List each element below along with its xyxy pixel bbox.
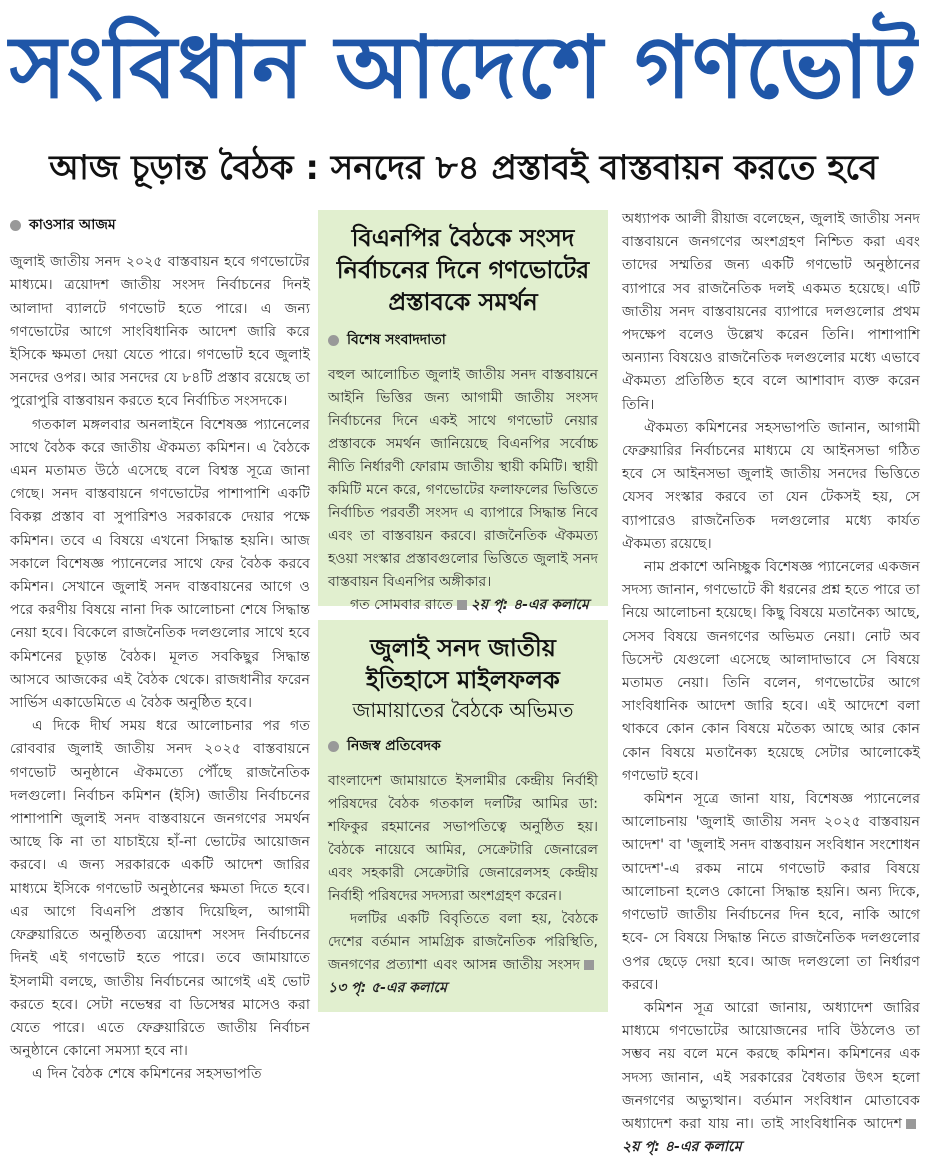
paragraph	[622, 997, 920, 1159]
paragraph	[328, 908, 598, 1000]
main-story-left-column	[10, 210, 310, 1087]
square-icon	[584, 960, 594, 970]
paragraph-text: দলটির একটি বিবৃতিতে বলা হয়, বৈঠকে দেশের বর্তমান সামগ্রিক রাজনৈতিক পরিস্থিতি, জনগণের প্রত্যাশা এবং আসন্ন জাতীয় সংসদ	[328, 911, 598, 973]
paragraph: বহুল আলোচিত জুলাই জাতীয় সনদ বাস্তবায়নে আইনি ভিত্তির জন্য আগামী জাতীয় সংসদ নির্বাচনের দিনে একই সাথে গণভোট নেয়ার প্রস্তাবকে সমর্থন জানিয়েছে বিএনপির সর্বোচ্চ নীতি নির্ধারণী ফোরাম জাতীয় স্থায়ী কমিটি। স্থায়ী কমিটি মনে করে, গণভোটের ফলাফলের ভিত্তিতে নির্বাচিত পরবর্তী সংসদ এ ব্যাপারে সিদ্ধান্ত নিবে এবং তা বাস্তবায়ন করবে। রাজনৈতিক ঐকমত্য হওয়া সংস্কার প্রস্তাবগুলোর ভিত্তিতে জুলাই সনদ বাস্তবায়ন বিএনপির অঙ্গীকার।	[328, 367, 598, 590]
paragraph: অধ্যাপক আলী রীয়াজ বলেছেন, জুলাই জাতীয় সনদ বাস্তবায়নে জনগণের অংশগ্রহণ নিশ্চিত করা এবং তাদের সম্মতির জন্য একটি গণভোট অনুষ্ঠানের ব্যাপারে সব রাজনৈতিক দলই একমত হয়েছে। এটি জাতীয় সনদ বাস্তবায়নের ব্যাপারে দলগুলোর প্রথম পদক্ষেপ বলেও উল্লেখ করেন তিনি। পাশাপাশি অন্যান্য বিষয়েও রাজনৈতিক দলগুলোর মধ্যে এভাবে ঐকমত্য প্রতিষ্ঠিত হবে বলে আশাবাদ ব্যক্ত করেন তিনি।	[622, 211, 920, 413]
bullet-icon	[328, 335, 339, 346]
story-title: জুলাই সনদ জাতীয় ইতিহাসে মাইলফলক	[366, 634, 560, 694]
paragraph: এ দিকে দীর্ঘ সময় ধরে আলোচনার পর গত রোববার জুলাই জাতীয় সনদ ২০২৫ বাস্তবায়নে গণভোট অনুষ্ঠানে ঐকমত্যে পৌঁছে রাজনৈতিক দলগুলো। নির্বাচন কমিশন (ইসি) জাতীয় নির্বাচনের পাশাপাশি জুলাই সনদ বাস্তবায়নে জনগণের সমর্থন আছে কি না তা যাচাইয়ে হাঁ-না ভোটের আয়োজন করবে। এ জন্য সরকারকে একটি আদেশ জারির মাধ্যমে ইসিকে গণভোট অনুষ্ঠানের ক্ষমতা দিতে হবে। এর আগে বিএনপি প্রস্তাব দিয়েছিল, আগামী ফেব্রুয়ারিতে অনুষ্ঠিতব্য ত্রয়োদশ সংসদ নির্বাচনের দিনই এই গণভোট হতে পারে। তবে জামায়াতে ইসলামী বলছে, জাতীয় নির্বাচনের আগেই এই ভোট করতে হবে। সেটা নভেম্বর বা ডিসেম্বর মাসেও করা যেতে পারে। এতে ফেব্রুয়ারিতে জাতীয় নির্বাচন অনুষ্ঠানে কোনো সমস্যা হবে না।	[10, 718, 310, 1060]
continued-link[interactable]: ২য় পৃ: ৪-এর কলামে	[470, 597, 589, 613]
byline-text: বিশেষ সংবাদদাতা	[347, 332, 446, 348]
byline	[10, 214, 310, 237]
subheadline: আজ চূড়ান্ত বৈঠক : সনদের ৮৪ প্রস্তাবই বাস্তবায়ন করতে হবে	[49, 148, 878, 188]
square-icon	[906, 1119, 916, 1129]
paragraph: গতকাল মঙ্গলবার অনলাইনে বিশেষজ্ঞ প্যানেলের সাথে বৈঠক করে জাতীয় ঐকমত্য কমিশন। এ বৈঠকে এমন মতামত উঠে এসেছে বলে বিশ্বস্ত সূত্রে জানা গেছে। সনদ বাস্তবায়নে গণভোটের পাশাপাশি একটি বিকল্প প্রস্তাব বা সুপারিশও সরকারকে দেয়ার পক্ষে কমিশন। তবে এ বিষয়ে এখনো সিদ্ধান্ত হয়নি। আজ সকালে বিশেষজ্ঞ প্যানেলের সাথে ফের বৈঠক করবে কমিশন। সেখানে জুলাই সনদ বাস্তবায়নের আগে ও পরে করণীয় বিষয়ে নানা দিক আলোচনা শেষে সিদ্ধান্ত নেয়া হবে। বিকেলে রাজনৈতিক দলগুলোর সাথে হবে কমিশনের চূড়ান্ত বৈঠক। মূলত সবকিছুর সিদ্ধান্ত আসবে আজকের এই বৈঠক থেকে। রাজধানীর ফরেন সার্ভিস একাডেমিতে এ বৈঠক অনুষ্ঠিত হবে।	[10, 416, 310, 712]
paragraph-text: কমিশন সূত্র আরো জানায়, অধ্যাদেশ জারির মাধ্যমে গণভোটের আয়োজনের দাবি উঠলেও তা সম্ভব নয় বলে মনে করছে কমিশন। কমিশনের এক সদস্য জানান, এই সরকারের বৈধতার উৎস হলো জনগণের অভ্যুত্থান। বর্তমান সংবিধান মোতাবেক অধ্যাদেশ করা যায় না। তাই সাংবিধানিক আদেশ	[622, 999, 920, 1132]
byline-text: নিজস্ব প্রতিবেদক	[347, 738, 441, 754]
paragraph: এ দিন বৈঠক শেষে কমিশনের সহসভাপতি	[32, 1066, 262, 1083]
paragraph: ঐকমত্য কমিশনের সহসভাপতি জানান, আগামী ফেব্রুয়ারির নির্বাচনের মাধ্যমে যে আইনসভা গঠিত হবে সে আইনসভা জুলাই জাতীয় সনদের ভিত্তিতে যেসব সংস্কার করবে তা যেন টেকসই হয়, সে ব্যাপারেও রাজনৈতিক দলগুলোর মধ্যে কার্যত ঐকমত্য রয়েছে।	[622, 419, 920, 552]
headline: সংবিধান আদেশে গণভোট	[9, 18, 918, 118]
story-title: বিএনপির বৈঠকে সংসদ নির্বাচনের দিনে গণভোটের প্রস্তাবকে সমর্থন	[336, 224, 590, 316]
paragraph: কমিশন সূত্রে জানা যায়, বিশেষজ্ঞ প্যানেলের আলোচনায় 'জুলাই জাতীয় সনদ ২০২৫ বাস্তবায়ন আদেশ' বা 'জুলাই সনদ বাস্তবায়ন সংবিধান সংশোধন আদেশ'-এ রকম নামে গণভোট করার বিষয়ে আলোচনা হলেও কোনো সিদ্ধান্ত হয়নি। অন্য দিকে, গণভোট জাতীয় নির্বাচনের দিন হবে, নাকি আগে হবে- সে বিষয়ে সিদ্ধান্ত নিতে রাজনৈতিক দলগুলোর ওপর ছেড়ে দেয়া হবে। আজ দলগুলো তা নির্ধারণ করবে।	[622, 791, 920, 993]
byline-text: কাওসার আজম	[29, 217, 116, 233]
continued-link[interactable]: ১৩ পৃ: ৫-এর কলামে	[328, 980, 447, 996]
continued-link[interactable]: ২য় পৃ: ৪-এর কলামে	[622, 1139, 742, 1156]
story-subtitle: জামায়াতের বৈঠকে অভিমত	[352, 698, 574, 722]
bullet-icon	[328, 741, 339, 752]
sidebar-story-bnp	[318, 210, 608, 613]
main-story-right-column	[622, 208, 920, 1159]
square-icon	[457, 600, 467, 610]
paragraph-text: গত সোমবার রাতে	[350, 597, 453, 613]
sidebar-story-jamaat	[318, 620, 608, 1012]
paragraph: জুলাই জাতীয় সনদ ২০২৫ বাস্তবায়ন হবে গণভোটের মাধ্যমে। ত্রয়োদশ জাতীয় সংসদ নির্বাচনের দিনই আলাদা ব্যালটে গণভোট হতে পারে। এ জন্য গণভোটের আগে সাংবিধানিক আদেশ জারি করে ইসিকে ক্ষমতা দেয়া যেতে পারে। গণভোট হবে জুলাই সনদের ওপর। আর সনদের যে ৮৪টি প্রস্তাব রয়েছে তা পুরোপুরি বাস্তবায়ন করতে হবে নির্বাচিত সংসদকে।	[10, 254, 310, 410]
byline	[328, 734, 598, 758]
paragraph	[328, 594, 598, 617]
paragraph: নাম প্রকাশে অনিচ্ছুক বিশেষজ্ঞ প্যানেলের একজন সদস্য জানান, গণভোটে কী ধরনের প্রশ্ন হতে পারে তা নিয়ে আলোচনা হয়েছে। কিছু বিষয়ে মতানৈক্য আছে, সেসব বিষয়ে জনগণের অভিমত নেয়া। নোট অব ডিসেন্ট যেগুলো এসেছে আলাদাভাবে সে বিষয়ে মতামত নেয়া। তিনি বলেন, গণভোটের আগে সাংবিধানিক আদেশ জারি হবে। এই আদেশে বলা থাকবে কোন কোন বিষয়ে মতৈক্য আছে আর কোন কোন বিষয়ে মতানৈক্য হয়েছে সেটার আলোকেই গণভোট হবে।	[622, 559, 920, 784]
paragraph: বাংলাদেশ জামায়াতে ইসলামীর কেন্দ্রীয় নির্বাহী পরিষদের বৈঠক গতকাল দলটির আমির ডা: শফিকুর রহমানের সভাপতিত্বে অনুষ্ঠিত হয়। বৈঠকে নায়েবে আমির, সেক্রেটারি জেনারেল এবং সহকারী সেক্রেটারি জেনারেলসহ কেন্দ্রীয় নির্বাহী পরিষদের সদস্যরা অংশগ্রহণ করেন।	[328, 773, 598, 904]
bullet-icon	[10, 220, 21, 231]
byline	[328, 328, 598, 352]
